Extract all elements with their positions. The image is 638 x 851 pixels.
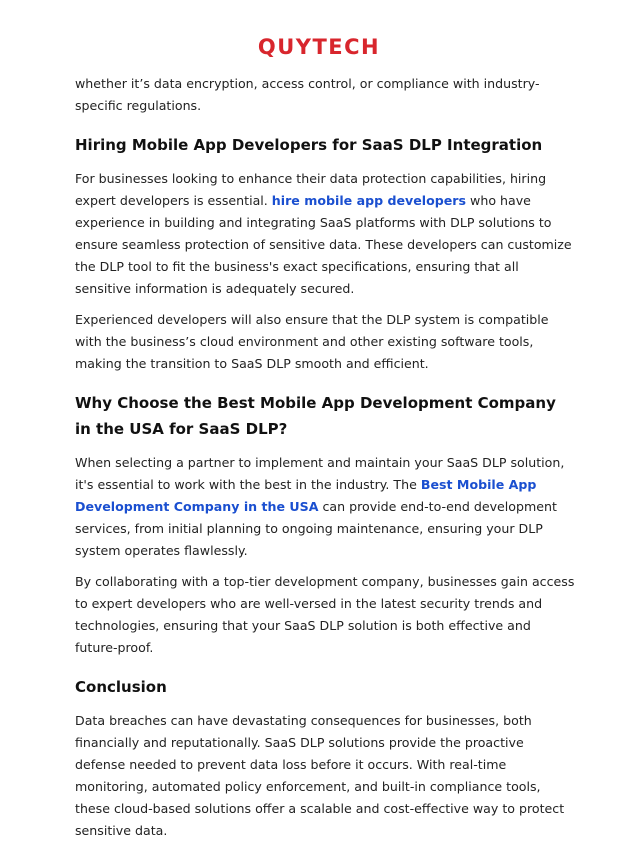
best-company-link[interactable]: Best Mobile App Development Company in the USA <box>75 477 537 514</box>
section-heading-conclusion: Conclusion <box>75 678 167 696</box>
conclusion-paragraph: Data breaches can have devastating consequences for businesses, both financially and reputationally. SaaS DLP solutions provide the proactive defense needed to prevent data loss before it occurs. With real-time monitoring, automated policy enforcement, and built-in compliance tools, these cloud-based solutions offer a scalable and cost-effective way to protect sensitive data. <box>75 713 565 838</box>
text-run: can provide end-to-end development services, from initial planning to ongoing maintenance, ensuring your DLP system operates flawlessly. <box>75 499 557 558</box>
intro-paragraph: whether it’s data encryption, access control, or compliance with industry-specific regulations. <box>75 76 540 113</box>
brand-logo: QUYTECH <box>257 35 381 59</box>
text-run: For businesses looking to enhance their data protection capabilities, hiring expert developers is essential. <box>75 171 547 208</box>
hire-developers-link[interactable]: hire mobile app developers <box>271 193 467 208</box>
section-heading-why-choose: Why Choose the Best Mobile App Development Company in the USA for SaaS DLP? <box>75 394 556 438</box>
text-run: who have experience in building and integrating SaaS platforms with DLP solutions to ensure seamless protection of sensitive data. These developers can customize the DLP tool to fit the business's exact specifications, ensuring that all sensitive information is adequately secured. <box>75 193 572 296</box>
why-choose-paragraph-1 <box>75 452 575 562</box>
document-body <box>75 73 575 851</box>
why-choose-paragraph-2: By collaborating with a top-tier development company, businesses gain access to expert developers who are well-versed in the latest security trends and technologies, ensuring that your SaaS DLP solution is both effective and future-proof. <box>75 574 575 655</box>
hiring-paragraph-2: Experienced developers will also ensure that the DLP system is compatible with the business’s cloud environment and other existing software tools, making the transition to SaaS DLP smooth and efficient. <box>75 312 549 371</box>
section-heading-hiring: Hiring Mobile App Developers for SaaS DLP Integration <box>75 136 543 154</box>
hiring-paragraph-1 <box>75 168 575 300</box>
text-run: When selecting a partner to implement and maintain your SaaS DLP solution, it's essential to work with the best in the industry. The <box>75 455 565 492</box>
